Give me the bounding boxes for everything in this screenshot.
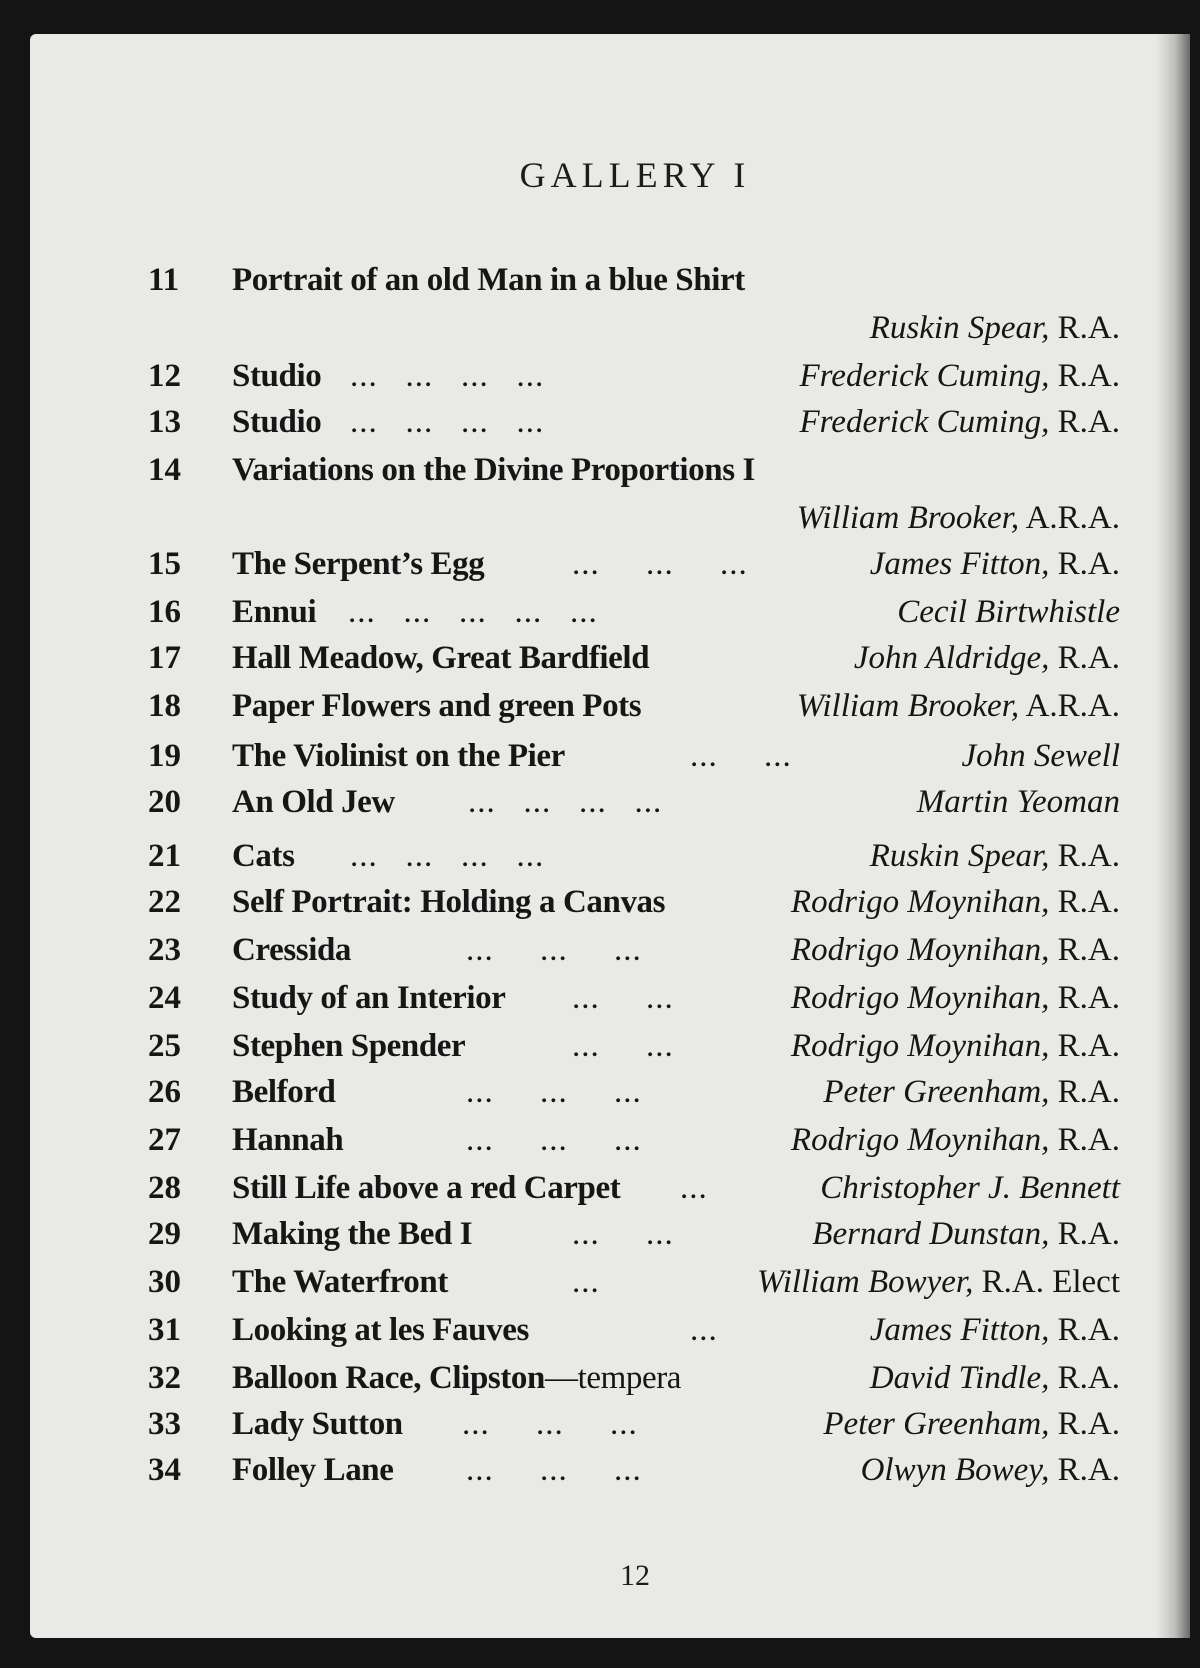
artist-distinction: R.A. (1049, 1360, 1120, 1396)
catalogue-entry (30, 1024, 1190, 1068)
artist-distinction: R.A. (1049, 310, 1120, 346)
title-text: Balloon Race, Clipston (232, 1360, 545, 1396)
entry-artist (800, 400, 1120, 444)
entry-number: 12 (148, 358, 181, 394)
gallery-heading: GALLERY I (519, 155, 751, 195)
catalogue-entry (30, 1260, 1190, 1304)
catalogue-entry (30, 354, 1190, 398)
entry-title: Looking at les Fauves (232, 1312, 529, 1348)
entry-medium: —tempera (544, 1360, 682, 1396)
artist-distinction: R.A. (1049, 1028, 1120, 1064)
artist-distinction: R.A. (1049, 980, 1120, 1016)
entry-number: 20 (148, 784, 181, 820)
entry-artist (791, 976, 1120, 1020)
dot-leader: ... ... ... (466, 1452, 642, 1488)
entry-title: Still Life above a red Carpet (232, 1170, 621, 1206)
artist-name: Christopher J. Bennett (820, 1170, 1120, 1206)
entry-artist (823, 1402, 1120, 1446)
entry-number: 30 (148, 1264, 181, 1300)
artist-name: James Fitton, (869, 546, 1050, 582)
catalogue-entry (30, 448, 1190, 492)
artist-distinction: A.R.A. (1019, 688, 1120, 724)
entry-artist (823, 1070, 1120, 1114)
entry-title: Paper Flowers and green Pots (232, 688, 642, 724)
catalogue-entry (30, 684, 1190, 728)
entry-artist (791, 1118, 1120, 1162)
entry-artist (791, 880, 1120, 924)
dot-leader: ... ... (572, 1028, 674, 1064)
entry-title: Variations on the Divine Proportions I (232, 452, 755, 488)
artist-distinction: R.A. (1049, 1074, 1120, 1110)
artist-distinction: R.A. (1049, 1312, 1120, 1348)
artist-distinction: R.A. (1049, 1452, 1120, 1488)
catalogue-entry (30, 734, 1190, 778)
entry-title: Studio (232, 404, 322, 440)
entry-title: Ennui (232, 594, 317, 630)
entry-title: Folley Lane (232, 1452, 394, 1488)
artist-distinction: R.A. (1049, 546, 1120, 582)
artist-name: John Aldridge, (853, 640, 1050, 676)
entry-title: The Waterfront (232, 1264, 448, 1300)
artist-name: Ruskin Spear, (869, 838, 1050, 874)
entry-artist (854, 636, 1120, 680)
artist-name: Rodrigo Moynihan, (790, 1122, 1050, 1158)
entry-title: The Violinist on the Pier (232, 738, 565, 774)
catalogue-entry (30, 1118, 1190, 1162)
entry-title: An Old Jew (232, 784, 395, 820)
entry-title: Portrait of an old Man in a blue Shirt (232, 262, 745, 298)
entry-number: 26 (148, 1074, 181, 1110)
catalogue-entry-artist-line (30, 306, 1190, 350)
artist-name: Peter Greenham, (823, 1074, 1050, 1110)
catalogue-entry (30, 400, 1190, 444)
dot-leader: ... ... ... ... (350, 404, 545, 440)
entry-artist (797, 684, 1120, 728)
entry-artist (861, 1448, 1120, 1492)
entry-artist (812, 1212, 1120, 1256)
dot-leader: ... ... ... (466, 1122, 642, 1158)
entry-artist (870, 1308, 1120, 1352)
catalogue-entry-artist-line (30, 496, 1190, 540)
artist-distinction: R.A. (1049, 404, 1120, 440)
artist-name: Frederick Cuming, (799, 404, 1050, 440)
dot-leader: ... ... ... (466, 932, 642, 968)
entry-number: 21 (148, 838, 181, 874)
artist-distinction: R.A. (1049, 884, 1120, 920)
entry-title: Hannah (232, 1122, 344, 1158)
catalogue-entry (30, 976, 1190, 1020)
dot-leader: ... ... (572, 980, 674, 1016)
dot-leader: ... ... ... ... (350, 838, 545, 874)
entry-number: 28 (148, 1170, 181, 1206)
artist-name: Rodrigo Moynihan, (790, 932, 1050, 968)
artist-distinction: R.A. Elect (973, 1264, 1120, 1300)
entry-artist (917, 780, 1120, 824)
entry-artist (800, 354, 1120, 398)
catalogue-entry (30, 542, 1190, 586)
artist-name: Martin Yeoman (916, 784, 1120, 820)
catalogue-entry (30, 1356, 1190, 1400)
dot-leader: ... ... ... (462, 1406, 638, 1442)
entry-number: 27 (148, 1122, 181, 1158)
entry-artist (870, 1356, 1120, 1400)
entry-artist (797, 496, 1120, 540)
entry-artist (820, 1166, 1120, 1210)
entry-artist (870, 306, 1120, 350)
dot-leader: ... (680, 1170, 708, 1206)
catalogue-page (30, 34, 1190, 1638)
artist-distinction: R.A. (1049, 932, 1120, 968)
entry-number: 18 (148, 688, 181, 724)
entry-title: Making the Bed I (232, 1216, 473, 1252)
artist-name: Rodrigo Moynihan, (790, 1028, 1050, 1064)
entry-number: 16 (148, 594, 181, 630)
artist-name: James Fitton, (869, 1312, 1050, 1348)
artist-name: William Brooker, (796, 500, 1020, 536)
artist-name: Bernard Dunstan, (812, 1216, 1050, 1252)
artist-distinction: R.A. (1049, 1406, 1120, 1442)
entry-title: Study of an Interior (232, 980, 506, 1016)
entry-number: 11 (148, 262, 180, 298)
entry-title: Cressida (232, 932, 352, 968)
entry-artist (791, 1024, 1120, 1068)
artist-name: Peter Greenham, (823, 1406, 1050, 1442)
entry-title: Hall Meadow, Great Bardfield (232, 640, 650, 676)
entry-number: 29 (148, 1216, 181, 1252)
dot-leader: ... ... (572, 1216, 674, 1252)
entry-number: 25 (148, 1028, 181, 1064)
entry-title: Belford (232, 1074, 336, 1110)
entry-artist (870, 542, 1120, 586)
entry-artist (870, 834, 1120, 878)
catalogue-entry (30, 780, 1190, 824)
entry-number: 24 (148, 980, 181, 1016)
entry-number: 22 (148, 884, 181, 920)
catalogue-entry-list (30, 34, 1190, 1638)
artist-distinction: R.A. (1049, 358, 1120, 394)
entry-title (232, 1356, 681, 1400)
entry-number: 19 (148, 738, 181, 774)
dot-leader: ... ... (690, 738, 792, 774)
catalogue-entry (30, 928, 1190, 972)
artist-name: Rodrigo Moynihan, (790, 980, 1050, 1016)
entry-number: 32 (148, 1360, 181, 1396)
catalogue-entry (30, 1402, 1190, 1446)
entry-number: 15 (148, 546, 181, 582)
dot-leader: ... ... ... ... ... (348, 594, 598, 630)
entry-title: Lady Sutton (232, 1406, 403, 1442)
dot-leader: ... (572, 1264, 600, 1300)
entry-number: 23 (148, 932, 181, 968)
entry-number: 14 (148, 452, 181, 488)
catalogue-entry (30, 1448, 1190, 1492)
artist-distinction: R.A. (1049, 640, 1120, 676)
entry-title: Stephen Spender (232, 1028, 466, 1064)
catalogue-entry (30, 880, 1190, 924)
artist-distinction: R.A. (1049, 838, 1120, 874)
artist-name: Ruskin Spear, (869, 310, 1050, 346)
entry-artist (757, 1260, 1120, 1304)
dot-leader: ... ... ... ... (350, 358, 545, 394)
entry-title: The Serpent’s Egg (232, 546, 485, 582)
dot-leader: ... (690, 1312, 718, 1348)
catalogue-entry (30, 636, 1190, 680)
entry-artist (897, 590, 1120, 634)
entry-number: 34 (148, 1452, 181, 1488)
catalogue-entry (30, 834, 1190, 878)
entry-title: Studio (232, 358, 322, 394)
artist-name: William Brooker, (796, 688, 1020, 724)
artist-name: Rodrigo Moynihan, (790, 884, 1050, 920)
entry-number: 33 (148, 1406, 181, 1442)
dot-leader: ... ... ... (466, 1074, 642, 1110)
artist-name: William Bowyer, (757, 1264, 974, 1300)
artist-name: John Sewell (961, 738, 1120, 774)
artist-name: Olwyn Bowey, (860, 1452, 1050, 1488)
entry-number: 31 (148, 1312, 181, 1348)
page-number: 12 (620, 1559, 650, 1592)
entry-title: Self Portrait: Holding a Canvas (232, 884, 666, 920)
dot-leader: ... ... ... ... (468, 784, 663, 820)
entry-artist (961, 734, 1120, 778)
catalogue-entry (30, 1308, 1190, 1352)
artist-distinction: R.A. (1049, 1216, 1120, 1252)
entry-number: 17 (148, 640, 181, 676)
catalogue-entry (30, 258, 1190, 302)
catalogue-entry (30, 1212, 1190, 1256)
dot-leader: ... ... ... (572, 546, 748, 582)
entry-title: Cats (232, 838, 295, 874)
artist-name: Frederick Cuming, (799, 358, 1050, 394)
entry-number: 13 (148, 404, 181, 440)
artist-name: Cecil Birtwhistle (897, 594, 1120, 630)
entry-artist (791, 928, 1120, 972)
artist-distinction: R.A. (1049, 1122, 1120, 1158)
catalogue-entry (30, 1166, 1190, 1210)
artist-distinction: A.R.A. (1019, 500, 1120, 536)
artist-name: David Tindle, (869, 1360, 1050, 1396)
catalogue-entry (30, 1070, 1190, 1114)
catalogue-entry (30, 590, 1190, 634)
